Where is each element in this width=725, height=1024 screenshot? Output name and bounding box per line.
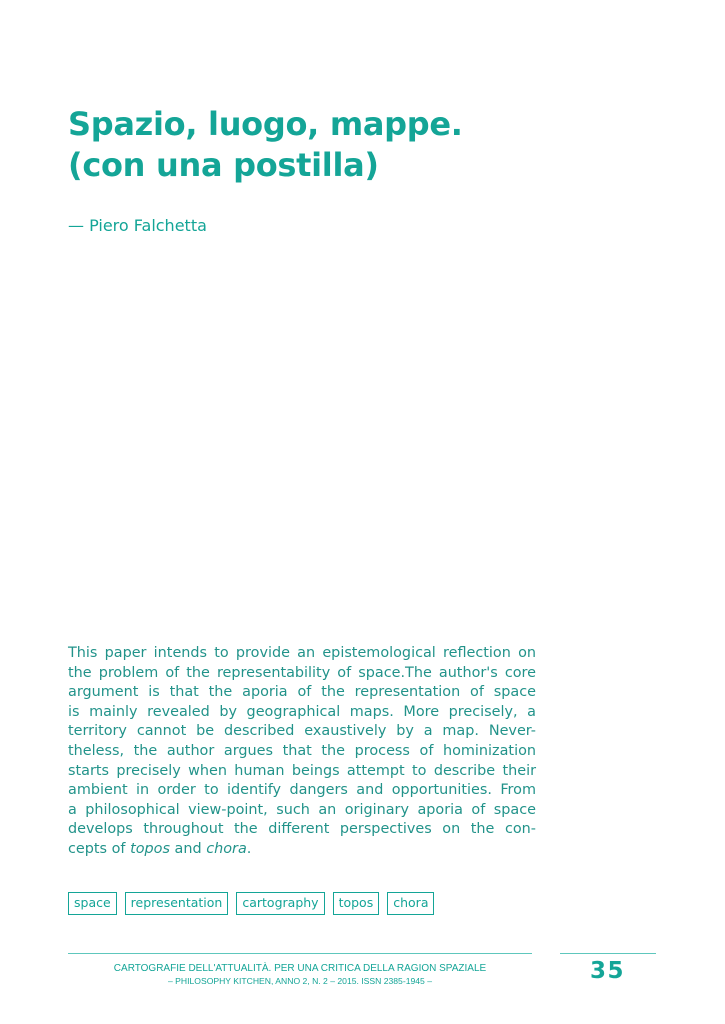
abstract-text: . — [246, 840, 252, 857]
abstract-line: is mainly revealed by geographical maps. More precisely, a — [68, 703, 536, 720]
keyword-tag: chora — [387, 892, 434, 915]
abstract-line: argument is that the aporia of the representation of space — [68, 684, 536, 701]
running-footer — [68, 962, 532, 988]
abstract-text: cepts of — [68, 840, 131, 857]
abstract-line: develops throughout the different perspectives on the con- — [68, 821, 536, 838]
footer-issue-line: – PHILOSOPHY KITCHEN, ANNO 2, N. 2 – 2015. ISSN 2385-1945 – — [168, 976, 432, 986]
abstract-line: territory cannot be described exaustively by a map. Never- — [68, 723, 536, 740]
term-topos: topos — [130, 840, 170, 857]
abstract-line: theless, the author argues that the process of hominization — [68, 742, 536, 759]
abstract-line: the problem of the representability of space.The author's core — [68, 664, 536, 681]
article-title-line-2: (con una postilla) — [68, 146, 379, 184]
term-chora: chora — [206, 840, 247, 857]
article-title-line-1: Spazio, luogo, mappe. — [68, 105, 463, 143]
abstract-line: starts precisely when human beings attempt to describe their — [68, 762, 536, 779]
keyword-tag: space — [68, 892, 117, 915]
article-title — [68, 104, 588, 186]
abstract-line: This paper intends to provide an epistemological reflection on — [68, 645, 536, 661]
abstract-line: a philosophical view-point, such an originary aporia of space — [68, 801, 536, 818]
abstract-last-line — [68, 840, 536, 860]
keyword-tag: cartography — [236, 892, 324, 915]
keyword-list — [68, 892, 434, 915]
footer-journal-line: CARTOGRAFIE DELL'ATTUALITÀ. PER UNA CRITICA DELLA RAGION SPAZIALE — [113, 963, 487, 974]
page-number-divider — [560, 953, 656, 954]
abstract — [68, 644, 536, 860]
keyword-tag: representation — [125, 892, 229, 915]
footer-divider — [68, 953, 532, 954]
keyword-tag: topos — [333, 892, 380, 915]
abstract-text: and — [169, 840, 207, 857]
page-number: 35 — [589, 958, 625, 984]
author-name: — Piero Falchetta — [68, 216, 207, 235]
abstract-line: ambient in order to identify dangers and opportunities. From — [68, 782, 536, 799]
